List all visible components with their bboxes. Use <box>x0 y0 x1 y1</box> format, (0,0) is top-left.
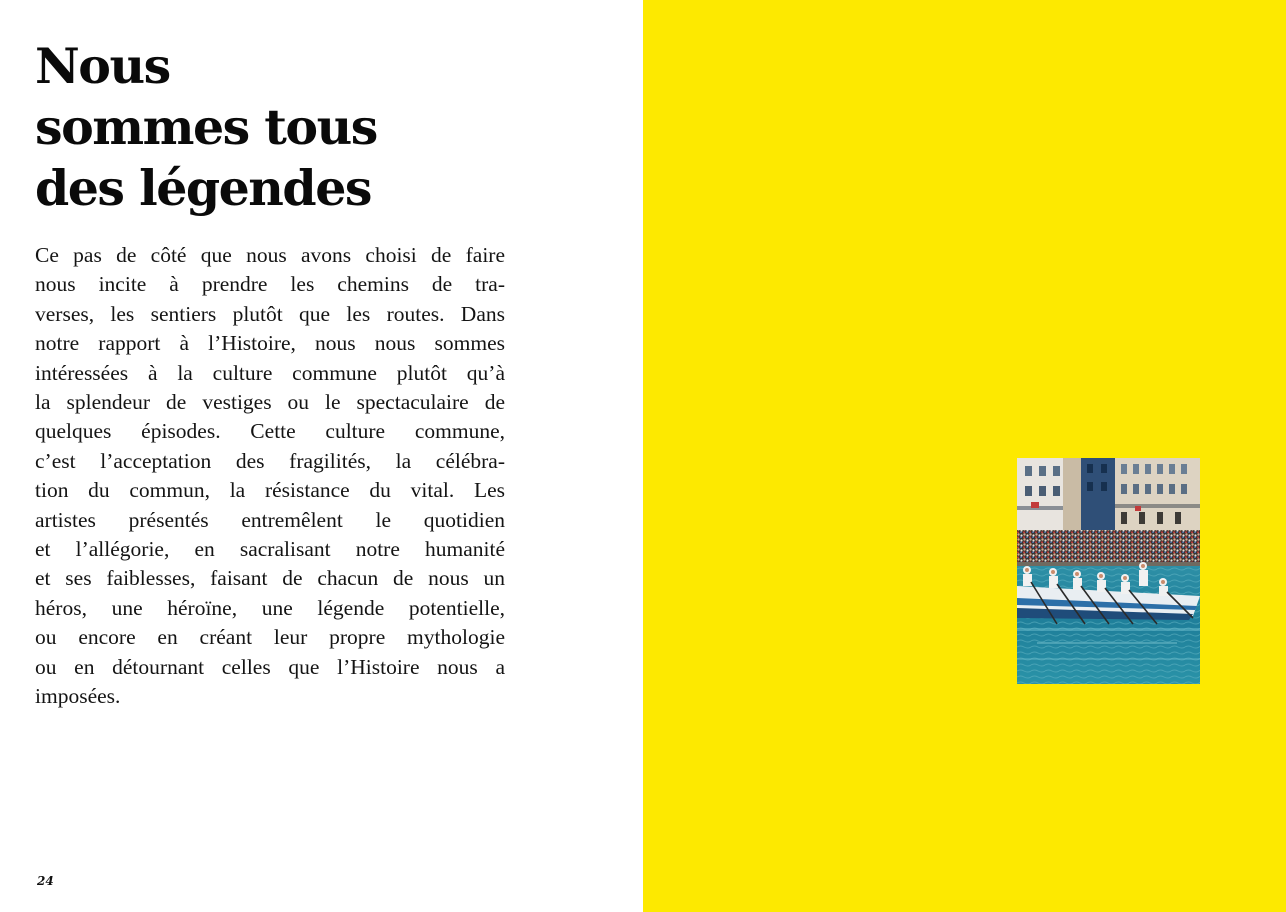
title-line: sommes tous <box>35 98 377 156</box>
right-page-yellow <box>643 0 1286 912</box>
body-line: ou en détournant celles que l’Histoire nous a <box>35 654 505 679</box>
page-number: 24 <box>37 874 54 888</box>
body-line: tion du commun, la résistance du vital. Les <box>35 478 505 503</box>
body-line: notre rapport à l’Histoire, nous nous sommes <box>35 331 505 356</box>
title-line: Nous <box>35 37 170 95</box>
body-line: c’est l’acceptation des fragilités, la célébra- <box>35 448 505 473</box>
body-line: et l’allégorie, en sacralisant notre humanité <box>35 537 505 562</box>
body-line: et ses faiblesses, faisant de chacun de nous un <box>35 566 505 591</box>
title-line: des légendes <box>35 159 371 217</box>
body-paragraph <box>35 241 505 712</box>
body-line: imposées. <box>35 684 121 709</box>
body-line: quelques épisodes. Cette culture commune, <box>35 419 505 444</box>
body-line: intéressées à la culture commune plutôt qu’à <box>35 360 505 385</box>
body-line: la splendeur de vestiges ou le spectaculaire de <box>35 390 505 415</box>
body-line: verses, les sentiers plutôt que les routes. Dans <box>35 301 505 326</box>
body-line: nous incite à prendre les chemins de tra- <box>35 272 505 297</box>
body-line: Ce pas de côté que nous avons choisi de faire <box>35 243 505 267</box>
body-line: ou encore en créant leur propre mythologie <box>35 625 505 650</box>
body-line: artistes présentés entremêlent le quotidien <box>35 507 505 532</box>
body-line: héros, une héroïne, une légende potentielle, <box>35 595 505 620</box>
page-title <box>35 36 475 219</box>
rowing-boat-photo <box>1017 458 1200 684</box>
